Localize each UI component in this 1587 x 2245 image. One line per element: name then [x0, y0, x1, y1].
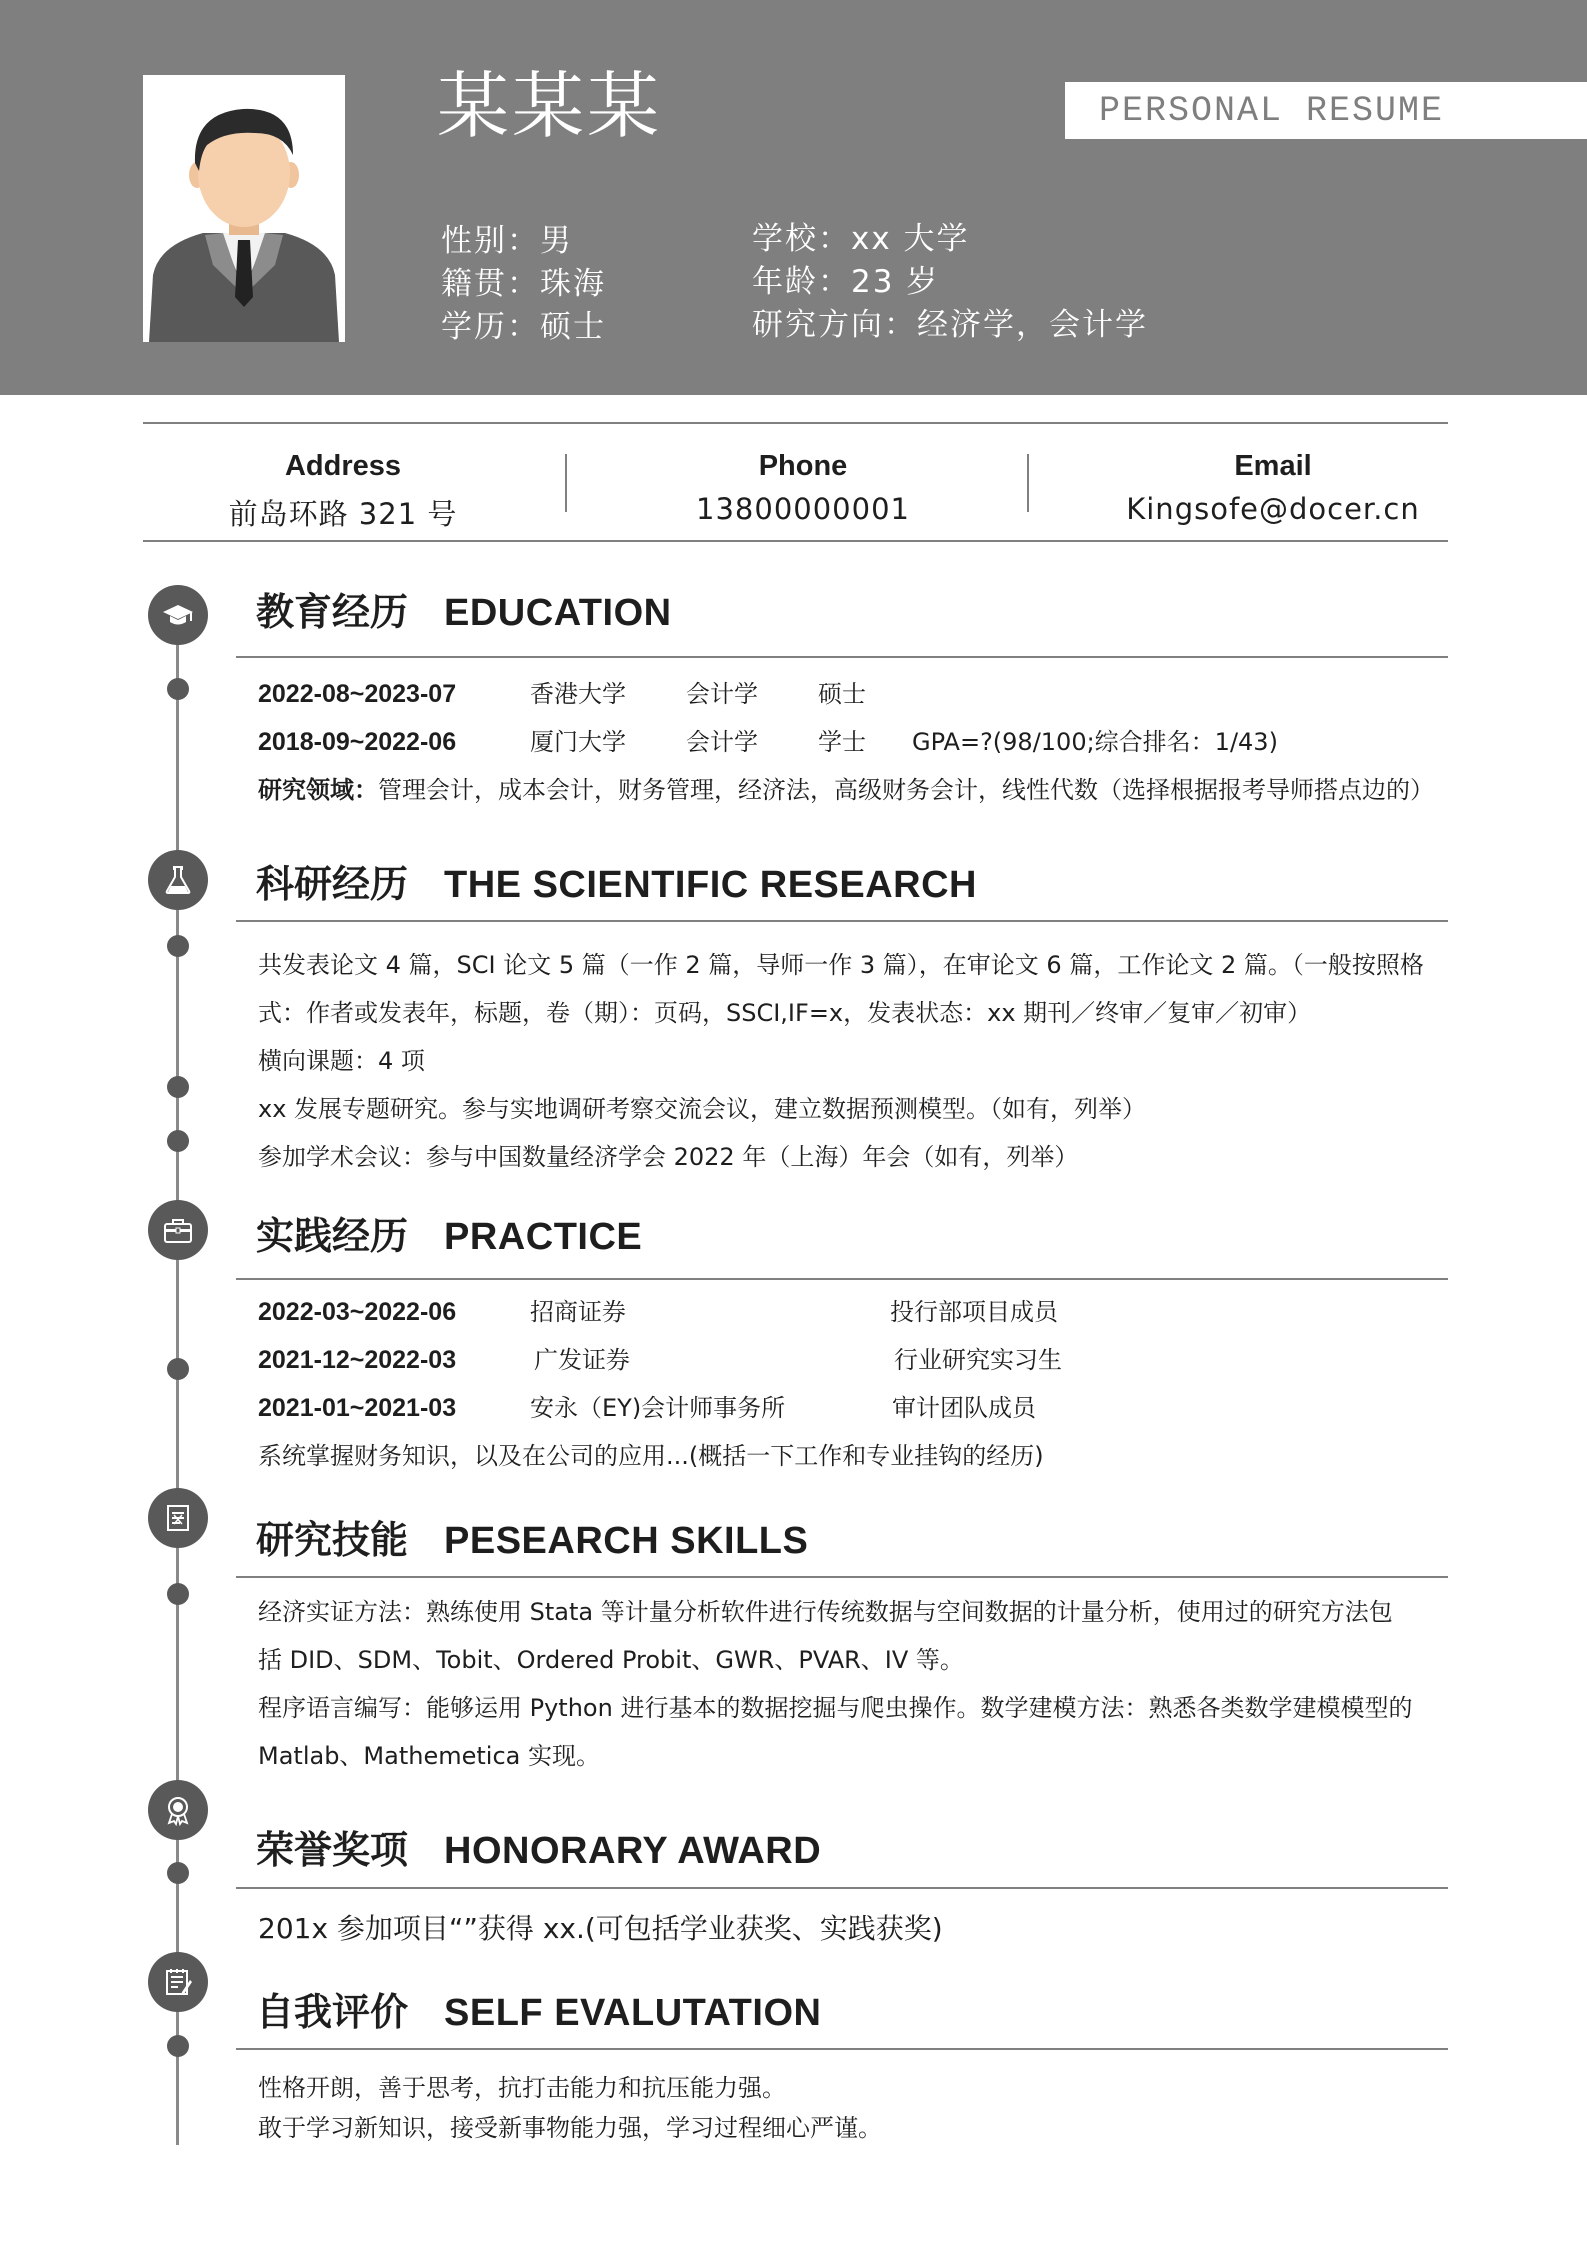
practice-org: 广发证券: [534, 1346, 630, 1374]
timeline-dot: [167, 935, 189, 957]
school-text: 学校：xx 大学: [752, 221, 970, 257]
section-rule: [236, 2048, 1448, 2050]
education-date: 2022-08~2023-07: [258, 680, 457, 708]
timeline-line: [176, 615, 179, 2145]
practice-role: 审计团队成员: [892, 1394, 1036, 1422]
section-rule: [236, 656, 1448, 658]
applicant-name: 某某某: [437, 64, 663, 148]
briefcase-icon: [148, 1200, 208, 1260]
contact-divider: [1027, 454, 1029, 512]
timeline-dot: [167, 2035, 189, 2057]
research-line: 横向课题：4 项: [258, 1047, 425, 1075]
research-line: 参加学术会议：参与中国数量经济学会 2022 年（上海）年会（如有，列举）: [258, 1143, 1079, 1171]
self-line: 敢于学习新知识，接受新事物能力强，学习过程细心严谨。: [258, 2114, 882, 2142]
personal-resume-label: PERSONAL RESUME: [1099, 91, 1445, 131]
address-value: 前岛环路 321 号: [228, 497, 458, 531]
section-rule: [236, 1278, 1448, 1280]
timeline-dot: [167, 1583, 189, 1605]
skills-section-title: [256, 1518, 808, 1565]
research-line: 共发表论文 4 篇，SCI 论文 5 篇（一作 2 篇，导师一作 3 篇），在审论文 6 篇，工作论文 2 篇。（一般按照格: [258, 951, 1424, 979]
education-field-label: 研究领域：: [258, 776, 378, 804]
skills-line: Matlab、Mathemetica 实现。: [258, 1742, 600, 1770]
award-title-cn: 荣誉奖项: [256, 1828, 409, 1872]
graduation-cap-icon: [148, 585, 208, 645]
degree-text: 学历：硕士: [441, 309, 606, 345]
basic-info-right: [752, 218, 1148, 347]
education-school: 香港大学: [530, 680, 626, 708]
skills-line: 经济实证方法：熟练使用 Stata 等计量分析软件进行传统数据与空间数据的计量分析，使用过的研究方法包: [258, 1598, 1393, 1626]
practice-org: 招商证券: [530, 1298, 626, 1326]
award-title-en: HONORARY AWARD: [444, 1830, 822, 1872]
contact-phone: [663, 424, 943, 544]
practice-role: 行业研究实习生: [894, 1346, 1062, 1374]
timeline-dot: [167, 1076, 189, 1098]
education-section-title: [256, 590, 672, 637]
contact-divider: [565, 454, 567, 512]
flask-icon: [148, 850, 208, 910]
practice-date: 2021-12~2022-03: [258, 1346, 457, 1374]
timeline-dot: [167, 678, 189, 700]
education-degree: 硕士: [818, 680, 866, 708]
phone-value: 13800000001: [696, 492, 910, 526]
research-direction-text: 研究方向：经济学，会计学: [752, 307, 1148, 343]
education-school: 厦门大学: [530, 728, 626, 756]
document-icon: [148, 1488, 208, 1548]
education-major: 会计学: [686, 728, 758, 756]
self-title-cn: 自我评价: [256, 1990, 409, 2034]
practice-org: 安永（EY)会计师事务所: [530, 1394, 786, 1422]
skills-line: 程序语言编写：能够运用 Python 进行基本的数据挖掘与爬虫操作。数学建模方法：熟悉各类数学建模模型的: [258, 1694, 1413, 1722]
phone-label: Phone: [758, 450, 848, 482]
education-degree: 学士: [818, 728, 866, 756]
practice-title-en: PRACTICE: [444, 1216, 643, 1258]
section-rule: [236, 920, 1448, 922]
education-field: [258, 775, 1434, 805]
self-title-en: SELF EVALUTATION: [444, 1992, 822, 2034]
research-line: xx 发展专题研究。参与实地调研考察交流会议，建立数据预测模型。（如有，列举）: [258, 1095, 1147, 1123]
medal-icon: [148, 1780, 208, 1840]
contact-email: [1093, 424, 1453, 544]
header-banner: [0, 0, 1587, 395]
timeline-dot: [167, 1358, 189, 1380]
research-title-en: THE SCIENTIFIC RESEARCH: [444, 864, 977, 906]
practice-date: 2021-01~2021-03: [258, 1394, 457, 1422]
research-line: 式：作者或发表年，标题，卷（期）：页码，SSCI,IF=x，发表状态：xx 期刊／终审／复审／初审）: [258, 999, 1312, 1027]
education-major: 会计学: [686, 680, 758, 708]
skills-title-en: PESEARCH SKILLS: [444, 1520, 809, 1562]
practice-date: 2022-03~2022-06: [258, 1298, 457, 1326]
skills-line: 括 DID、SDM、Tobit、Ordered Probit、GWR、PVAR、IV 等。: [258, 1646, 964, 1674]
contact-bar: [143, 422, 1448, 542]
email-value[interactable]: Kingsofe@docer.cn: [1126, 492, 1420, 526]
personal-resume-tag: [1065, 82, 1587, 139]
education-gpa: GPA=?(98/100;综合排名：1/43): [912, 728, 1278, 756]
self-section-title: [256, 1990, 821, 2037]
award-section-title: [256, 1828, 821, 1875]
avatar-illustration: [143, 75, 345, 342]
education-title-en: EDUCATION: [444, 592, 672, 634]
section-rule: [236, 1576, 1448, 1578]
timeline-dot: [167, 1130, 189, 1152]
research-section-title: [256, 862, 977, 909]
basic-info-left: [441, 220, 606, 349]
email-label: Email: [1234, 450, 1312, 482]
notepad-icon: [148, 1952, 208, 2012]
practice-summary: 系统掌握财务知识，以及在公司的应用...(概括一下工作和专业挂钩的经历): [258, 1442, 1044, 1470]
research-title-cn: 科研经历: [256, 862, 409, 906]
address-label: Address: [284, 450, 402, 482]
education-field-text: 管理会计，成本会计，财务管理，经济法，高级财务会计，线性代数（选择根据报考导师搭点边的）: [378, 776, 1434, 804]
age-text: 年龄：23 岁: [752, 264, 940, 300]
education-title-cn: 教育经历: [256, 590, 409, 634]
avatar-photo: [143, 75, 345, 342]
education-date: 2018-09~2022-06: [258, 728, 457, 756]
hometown-text: 籍贯：珠海: [441, 266, 606, 302]
practice-section-title: [256, 1214, 642, 1261]
award-line: 201x 参加项目“”获得 xx.(可包括学业获奖、实践获奖): [258, 1912, 943, 1945]
gender-text: 性别：男: [441, 223, 573, 259]
practice-title-cn: 实践经历: [256, 1214, 409, 1258]
self-line: 性格开朗，善于思考，抗打击能力和抗压能力强。: [258, 2074, 786, 2102]
contact-address: [203, 424, 483, 544]
timeline-dot: [167, 1862, 189, 1884]
section-rule: [236, 1887, 1448, 1889]
skills-title-cn: 研究技能: [256, 1518, 409, 1562]
practice-role: 投行部项目成员: [890, 1298, 1058, 1326]
